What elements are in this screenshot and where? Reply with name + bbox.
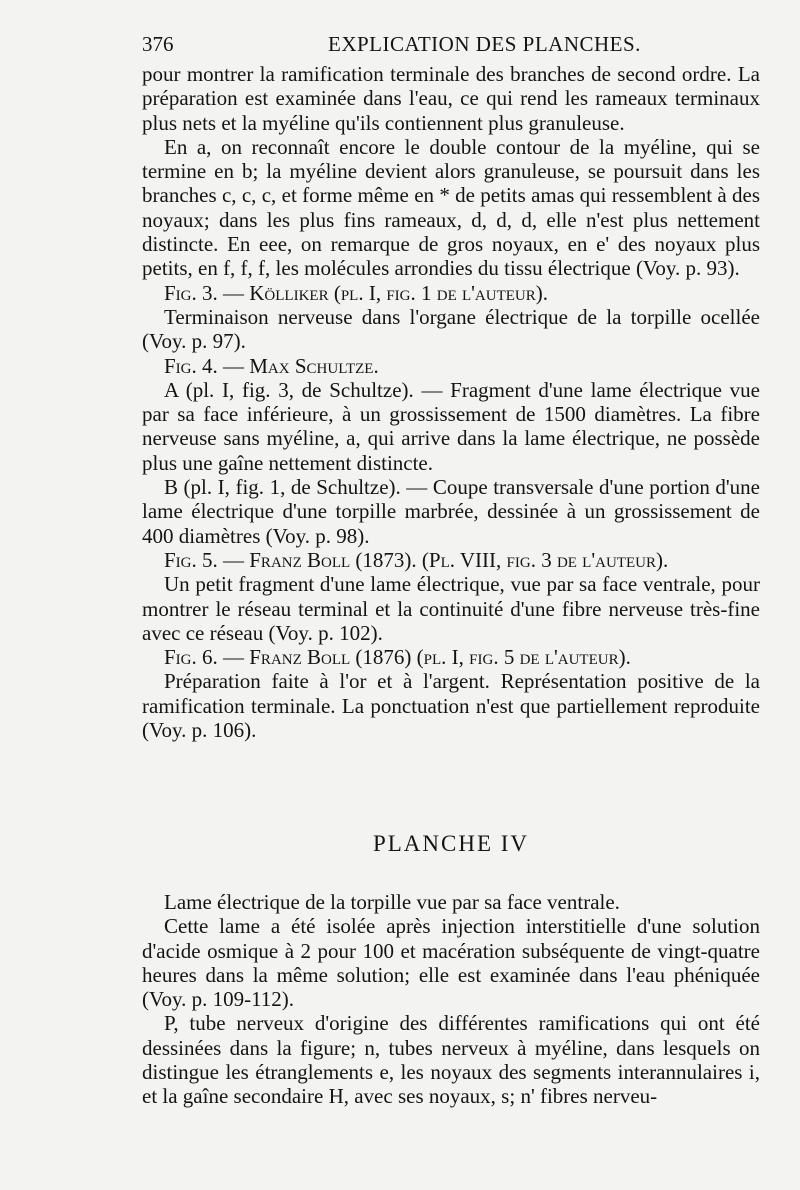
paragraph-fig4-b: B (pl. I, fig. 1, de Schultze). — Coupe transversale d'une portion d'une lame électrique d'une torpille marbrée, dessinée à un grossissement de 400 diamètres (Voy. p. 98). <box>142 475 760 548</box>
figure-heading-fig5: Fig. 5. — Franz Boll (1873). (Pl. VIII, fig. 3 de l'auteur). <box>164 547 669 572</box>
plate-four-explanation <box>142 890 760 1109</box>
paragraph-plate4-legend: P, tube nerveux d'origine des différentes ramifications qui ont été dessinées dans la figure; n, tubes nerveux à myéline, dans lesquels on distingue les étranglements e, les noyaux des segments interannulaires i, et la gaîne secondaire H, avec ses noyaux, s; n' fibres nerveu- <box>142 1011 760 1109</box>
paragraph-continuation: pour montrer la ramification terminale des branches de second ordre. La préparation est examinée dans l'eau, ce qui rend les rameaux terminaux plus nets et la myéline qu'ils contiennent plus granuleuse. <box>142 62 760 135</box>
running-title: EXPLICATION DES PLANCHES. <box>328 32 641 56</box>
figure-heading-fig3: Fig. 3. — Kölliker (pl. I, fig. 1 de l'auteur). <box>164 280 548 305</box>
paragraph-fig6: Préparation faite à l'or et à l'argent. Représentation positive de la ramification terminale. La ponctuation n'est que partiellement reproduite (Voy. p. 106). <box>142 669 760 743</box>
figure-heading-fig4: Fig. 4. — Max Schultze. <box>164 353 379 378</box>
paragraph-plate4-intro: Lame électrique de la torpille vue par sa face ventrale. <box>164 890 620 914</box>
paragraph-fig4-a: A (pl. I, fig. 3, de Schultze). — Fragment d'une lame électrique vue par sa face inférieure, à un grossissement de 1500 diamètres. La fibre nerveuse sans myéline, a, qui arrive dans la lame électrique, ne possède plus une gaîne nettement distincte. <box>142 377 760 475</box>
plate-three-explanation <box>142 62 760 742</box>
paragraph-myelin-description: En a, on reconnaît encore le double contour de la myéline, qui se termine en b; la myéline devient alors granuleuse, se poursuit dans les branches c, c, c, et forme même en * de petits amas qui ressemblent à des noyaux; dans les plus fins rameaux, d, d, d, elle n'est plus nettement distincte. En eee, on remarque de gros noyaux, en e' des noyaux plus petits, en f, f, f, les molécules arrondies du tissu électrique (Voy. p. 93). <box>142 134 760 281</box>
section-title: PLANCHE IV <box>372 831 530 856</box>
paragraph-fig3: Terminaison nerveuse dans l'organe électrique de la torpille ocellée (Voy. p. 97). <box>142 304 760 354</box>
paragraph-plate4-preparation: Cette lame a été isolée après injection interstitielle d'une solution d'acide osmique à 2 pour 100 et macération subséquente de vingt-quatre heures dans la même solution; elle est examinée dans l'eau phéniquée (Voy. p. 109-112). <box>142 914 760 1012</box>
running-head <box>142 30 750 58</box>
page-number: 376 <box>142 32 174 56</box>
figure-heading-fig6: Fig. 6. — Franz Boll (1876) (pl. I, fig. 5 de l'auteur). <box>164 645 631 670</box>
paragraph-fig5: Un petit fragment d'une lame électrique, vue par sa face ventrale, pour montrer le réseau terminal et la continuité d'une fibre nerveuse très-fine avec ce réseau (Voy. p. 102). <box>142 572 760 645</box>
